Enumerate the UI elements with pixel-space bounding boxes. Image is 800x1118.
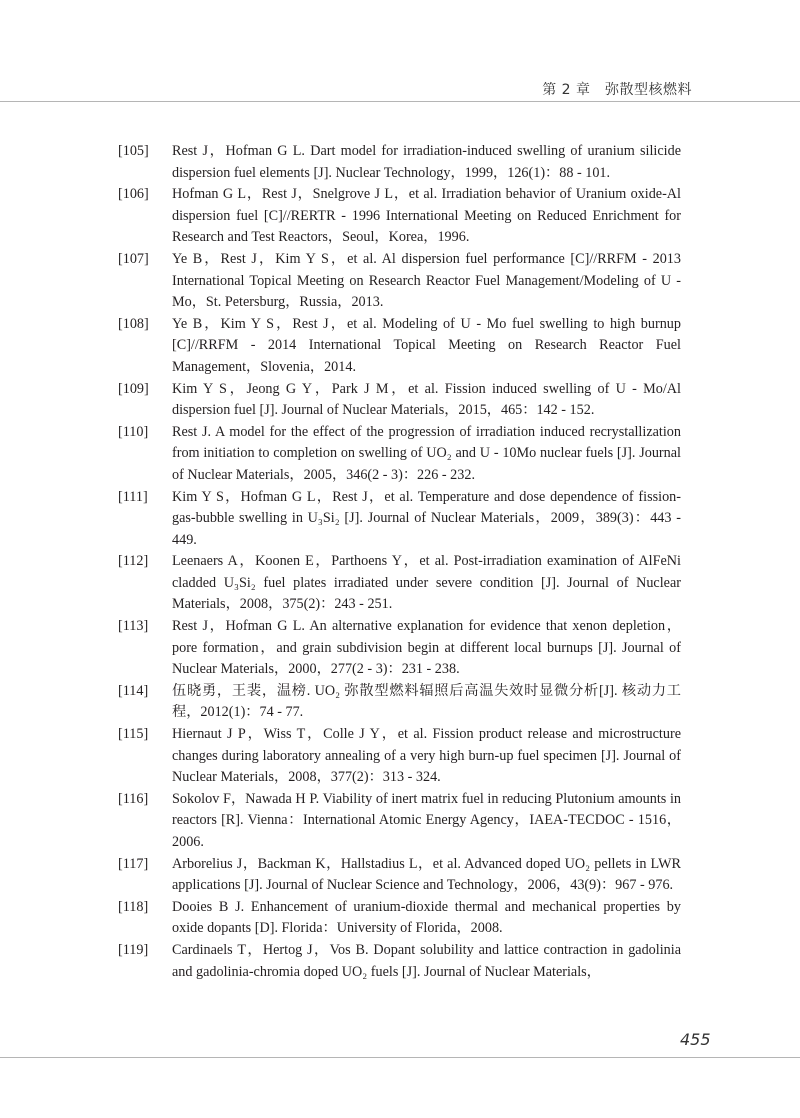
reference-text: Hofman G L，Rest J，Snelgrove J L，et al. Irradiation behavior of Uranium oxide-Al dispersion fuel [C]//RERTR - 1996 International Meeting on Reduced Enrichment for Research and Test Reactors，Seoul，Korea，1996. (172, 186, 681, 246)
reference-text: Rest J. A model for the effect of the progression of irradiation induced recrystallization from initiation to completion on swelling of UO₂ and U - 10Mo nuclear fuels [J]. Journal of Nuclear Materials，2005，346(2 - 3)：226 - 232. (172, 423, 681, 483)
reference-text: Dooies B J. Enhancement of uranium-dioxide thermal and mechanical properties by oxide dopants [D]. Florida：University of Florida，2008. (172, 898, 681, 937)
reference-text: Rest J，Hofman G L. Dart model for irradiation-induced swelling of uranium silicide dispersion fuel elements [J]. Nuclear Technology，1999，126(1)：88 - 101. (172, 143, 681, 181)
reference-text: Ye B，Kim Y S，Rest J，et al. Modeling of U - Mo fuel swelling to high burnup [C]//RRFM - 2014 International Topical Meeting on Research Reactor Fuel Management，Slovenia，2014. (172, 315, 681, 375)
reference-number: [109] (118, 380, 149, 397)
reference-item (118, 940, 681, 983)
reference-item (118, 314, 681, 379)
reference-number: [117] (118, 855, 149, 872)
reference-text: Hiernaut J P，Wiss T，Colle J Y，et al. Fission product release and microstructure changes during laboratory annealing of a very high burn-up fuel specimen [J]. Journal of Nuclear Materials，2008，377(2)：313 - 324. (172, 726, 681, 786)
header-divider (0, 101, 800, 102)
reference-item (118, 551, 681, 616)
reference-number: [118] (118, 898, 149, 915)
reference-item (118, 681, 681, 724)
reference-item (118, 422, 681, 487)
reference-text: Rest J，Hofman G L. An alternative explanation for evidence that xenon depletion，pore formation，and grain subdivision begin at different local burnups [J]. Journal of Nuclear Materials，2000，277(2 - 3)：231 - 238. (172, 618, 681, 678)
reference-item (118, 379, 681, 422)
reference-number: [115] (118, 726, 149, 743)
reference-number: [107] (118, 250, 149, 267)
reference-item (118, 897, 681, 940)
reference-number: [106] (118, 186, 149, 203)
reference-item (118, 854, 681, 897)
reference-text: Cardinaels T，Hertog J，Vos B. Dopant solubility and lattice contraction in gadolinia and gadolinia-chromia doped UO₂ fuels [J]. Journal of Nuclear Materials， (172, 941, 681, 980)
reference-number: [114] (118, 682, 149, 699)
reference-text: Arborelius J，Backman K，Hallstadius L，et al. Advanced doped UO₂ pellets in LWR applications [J]. Journal of Nuclear Science and Technology，2006，43(9)：967 - 976. (172, 855, 681, 894)
reference-number: [119] (118, 941, 149, 958)
reference-item (118, 184, 681, 249)
reference-text: Leenaers A，Koonen E，Parthoens Y，et al. Post-irradiation examination of AlFeNi cladded U₃Si₂ fuel plates irradiated under severe condition [J]. Journal of Nuclear Materials，2008，375(2)：243 - 251. (172, 553, 681, 613)
reference-text: Kim Y S，Hofman G L，Rest J，et al. Temperature and dose dependence of fission-gas-bubble swelling in U₃Si₂ [J]. Journal of Nuclear Materials，2009，389(3)：443 - 449. (172, 488, 681, 548)
reference-text: Kim Y S，Jeong G Y，Park J M，et al. Fission induced swelling of U - Mo/Al dispersion fuel [J]. Journal of Nuclear Materials，2015，465：142 - 152. (172, 380, 681, 419)
reference-number: [105] (118, 143, 149, 159)
reference-number: [111] (118, 488, 148, 505)
reference-number: [108] (118, 315, 149, 332)
reference-text: Sokolov F，Nawada H P. Viability of inert matrix fuel in reducing Plutonium amounts in reactors [R]. Vienna：International Atomic Energy Agency，IAEA-TECDOC - 1516，2006. (172, 790, 681, 850)
reference-item (118, 141, 681, 184)
reference-item (118, 724, 681, 789)
reference-text: Ye B，Rest J，Kim Y S，et al. Al dispersion fuel performance [C]//RRFM - 2013 International Topical Meeting on Research Reactor Fuel Management/Modeling of U - Mo，St. Petersburg，Russia，2013. (172, 250, 681, 311)
reference-number: [113] (118, 618, 149, 635)
reference-number: [110] (118, 423, 149, 440)
reference-item (118, 249, 681, 314)
reference-item (118, 789, 681, 854)
reference-item (118, 616, 681, 681)
reference-text: 伍晓勇，王裴，温榜. UO₂ 弥散型燃料辐照后高温失效时显微分析[J]. 核动力工程，2012(1)：74 - 77. (172, 682, 681, 721)
chapter-title: 第 2 章 弥散型核燃料 (542, 82, 692, 98)
reference-number: [112] (118, 553, 149, 570)
page-number: 455 (680, 1030, 711, 1049)
reference-item (118, 487, 681, 552)
footer-divider (0, 1057, 800, 1058)
reference-list (118, 141, 681, 983)
reference-number: [116] (118, 790, 149, 807)
